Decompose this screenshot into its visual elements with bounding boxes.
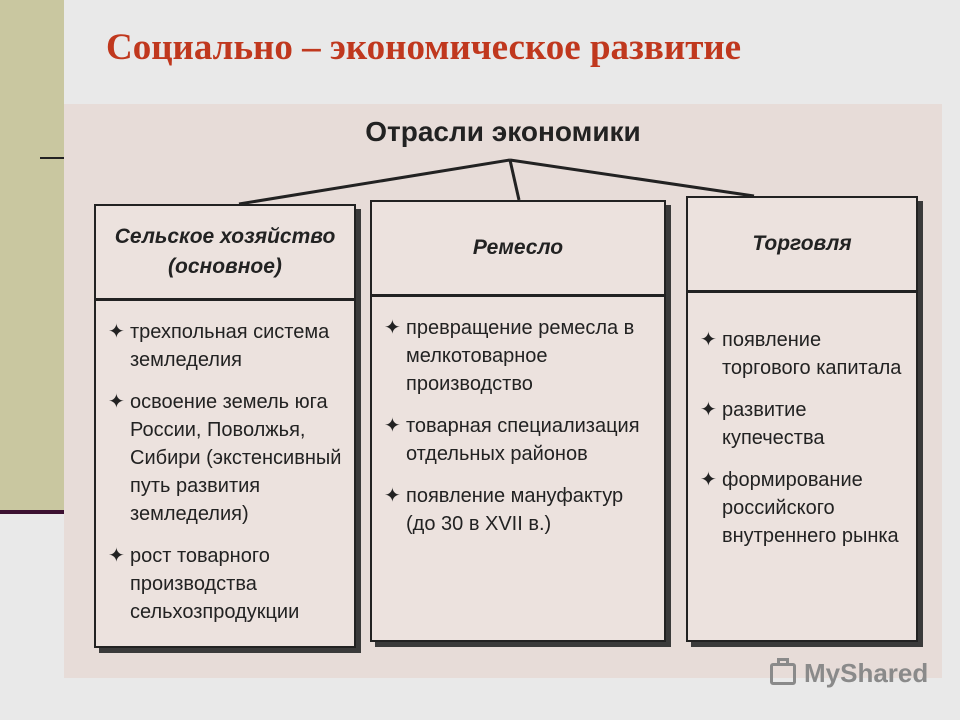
item-line: России, Поволжья, [130,419,306,441]
column-agriculture [94,204,356,648]
item-line: внутреннего рынка [722,525,899,547]
bullet-star-icon: ✦ [108,545,125,567]
bullet-star-icon: ✦ [108,391,125,413]
item-line: российского [722,497,835,519]
list-item [108,388,344,528]
item-line: купечества [722,427,825,449]
column-body [96,304,354,646]
column-header [372,202,664,297]
item-line: мелкотоварное [406,345,548,367]
column-header [96,206,354,301]
list-item [384,412,654,468]
connector-line-right [510,160,754,196]
item-line: формирование [722,469,863,491]
watermark-text: MyShared [804,658,929,688]
connector-line-left [239,160,510,204]
item-line: появление [722,329,822,351]
diagram-root-label: Отрасли экономики [365,116,641,147]
bullet-star-icon: ✦ [700,399,717,421]
left-decor-band [0,0,64,512]
bullet-star-icon: ✦ [108,321,125,343]
connector-line-center [510,160,519,200]
list-item [384,314,654,398]
item-line: земледелия) [130,503,249,525]
bullet-star-icon: ✦ [384,485,401,507]
slide-title: Социально – экономическое развитие [106,27,742,68]
item-line: развитие [722,399,807,421]
list-item [700,326,908,382]
left-decor-rule [0,510,66,514]
bullet-star-icon: ✦ [700,469,717,491]
bullet-star-icon: ✦ [384,415,401,437]
column-crafts [370,200,666,642]
item-line: рост товарного [130,545,270,567]
diagram-scan [64,104,942,678]
bullet-star-icon: ✦ [700,329,717,351]
item-line: отдельных районов [406,443,588,465]
item-line: трехпольная система [130,321,330,343]
list-item [108,542,344,626]
column-header-line: (основное) [168,255,282,278]
item-line: превращение ремесла в [406,317,635,339]
item-line: появление мануфактур [406,485,624,507]
list-item [108,318,344,374]
column-body [688,296,916,640]
left-decor-tick [40,157,66,159]
list-item [700,466,908,550]
presentation-icon [770,663,796,685]
item-line: (до 30 в XVII в.) [406,513,552,535]
list-item [700,396,908,452]
list-item [384,482,654,538]
item-line: Сибири (экстенсивный [130,447,342,469]
item-line: торгового капитала [722,357,902,379]
item-line: производство [406,373,533,395]
column-header [688,198,916,293]
column-header-line: Ремесло [472,236,564,259]
item-line: товарная специализация [406,415,640,437]
item-line: сельхозпродукции [130,601,300,623]
column-header-line: Сельское хозяйство [114,225,336,248]
column-body [372,300,664,640]
bullet-star-icon: ✦ [384,317,401,339]
item-line: земледелия [130,349,242,371]
watermark-logo [770,658,928,689]
column-header-line: Торговля [752,232,852,255]
item-line: освоение земель юга [130,391,328,413]
column-trade [686,196,918,642]
item-line: путь развития [130,475,261,497]
item-line: производства [130,573,257,595]
